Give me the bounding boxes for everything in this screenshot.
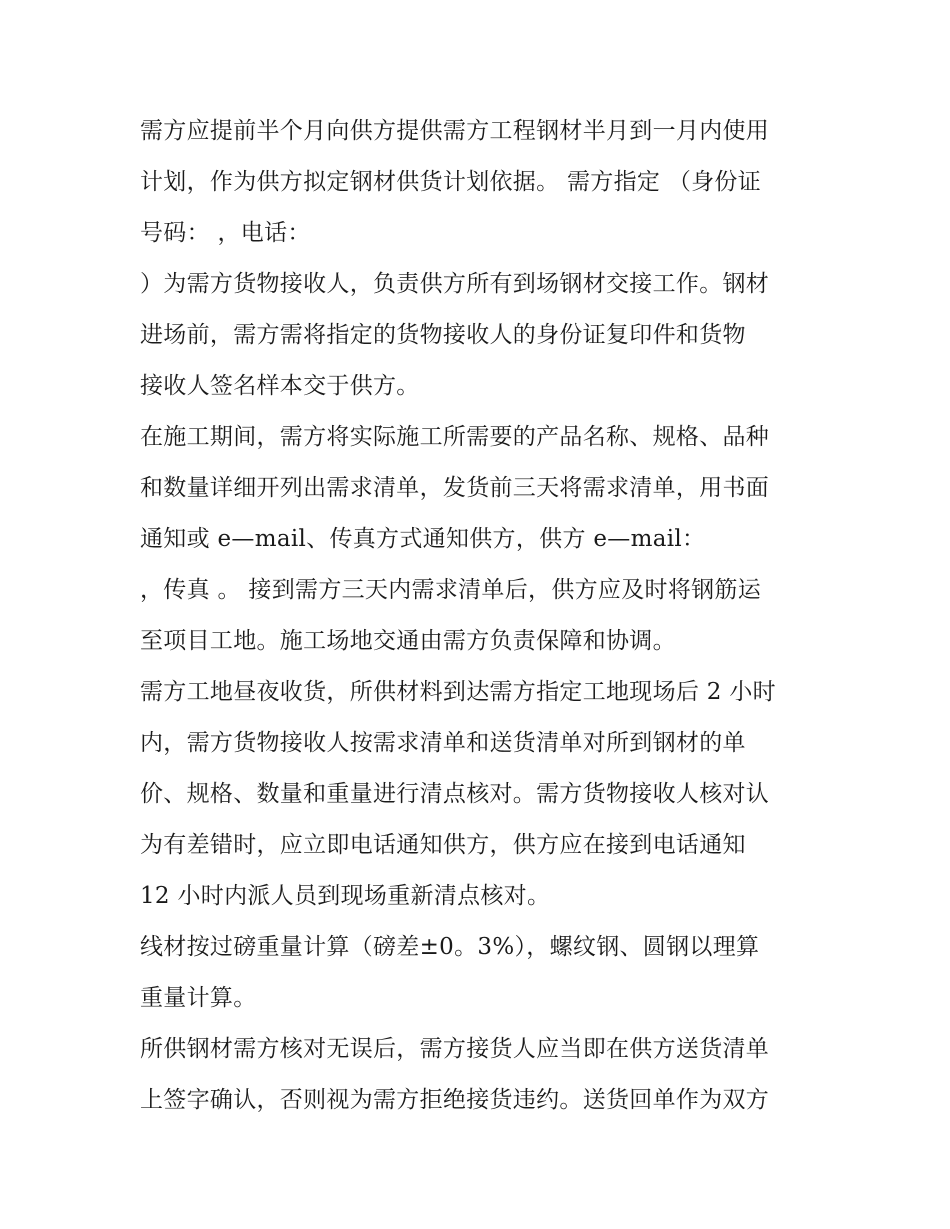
text-line: 12 小时内派人员到现场重新清点核对。 xyxy=(140,883,551,909)
text-line: 在施工期间，需方将实际施工所需要的产品名称、规格、品种 xyxy=(140,424,770,450)
text-line: 线材按过磅重量计算（磅差±0。3%），螺纹钢、圆钢以理算 xyxy=(140,934,760,960)
text-line: 价、规格、数量和重量进行清点核对。需方货物接收人核对认 xyxy=(140,781,770,807)
text-line: 接收人签名样本交于供方。 xyxy=(140,373,420,399)
text-line: ，传真 。 接到需方三天内需求清单后，供方应及时将钢筋运 xyxy=(140,577,762,603)
text-line: 上签字确认，否则视为需方拒绝接货违约。送货回单作为双方 xyxy=(140,1087,770,1113)
text-line: 为有差错时，应立即电话通知供方，供方应在接到电话通知 xyxy=(140,832,746,858)
text-line: 计划，作为供方拟定钢材供货计划依据。 需方指定 （身份证 xyxy=(140,169,762,195)
text-line: 通知或 e—mail、传真方式通知供方，供方 e—mail： xyxy=(140,526,706,552)
text-line: 内，需方货物接收人按需求清单和送货清单对所到钢材的单 xyxy=(140,730,746,756)
text-line: 和数量详细开列出需求清单，发货前三天将需求清单，用书面 xyxy=(140,475,770,501)
text-line: 重量计算。 xyxy=(140,985,257,1011)
text-line: 所供钢材需方核对无误后，需方接货人应当即在供方送货清单 xyxy=(140,1036,770,1062)
text-line: 进场前，需方需将指定的货物接收人的身份证复印件和货物 xyxy=(140,322,746,348)
text-line: 号码： ，电话： xyxy=(140,220,311,246)
document-body xyxy=(140,106,820,1126)
text-line: 需方工地昼夜收货，所供材料到达需方指定工地现场后 2 小时 xyxy=(140,679,776,705)
text-line: 需方应提前半个月向供方提供需方工程钢材半月到一月内使用 xyxy=(140,118,770,144)
text-line: 至项目工地。施工场地交通由需方负责保障和协调。 xyxy=(140,628,676,654)
text-line: ）为需方货物接收人，负责供方所有到场钢材交接工作。钢材 xyxy=(140,271,770,297)
